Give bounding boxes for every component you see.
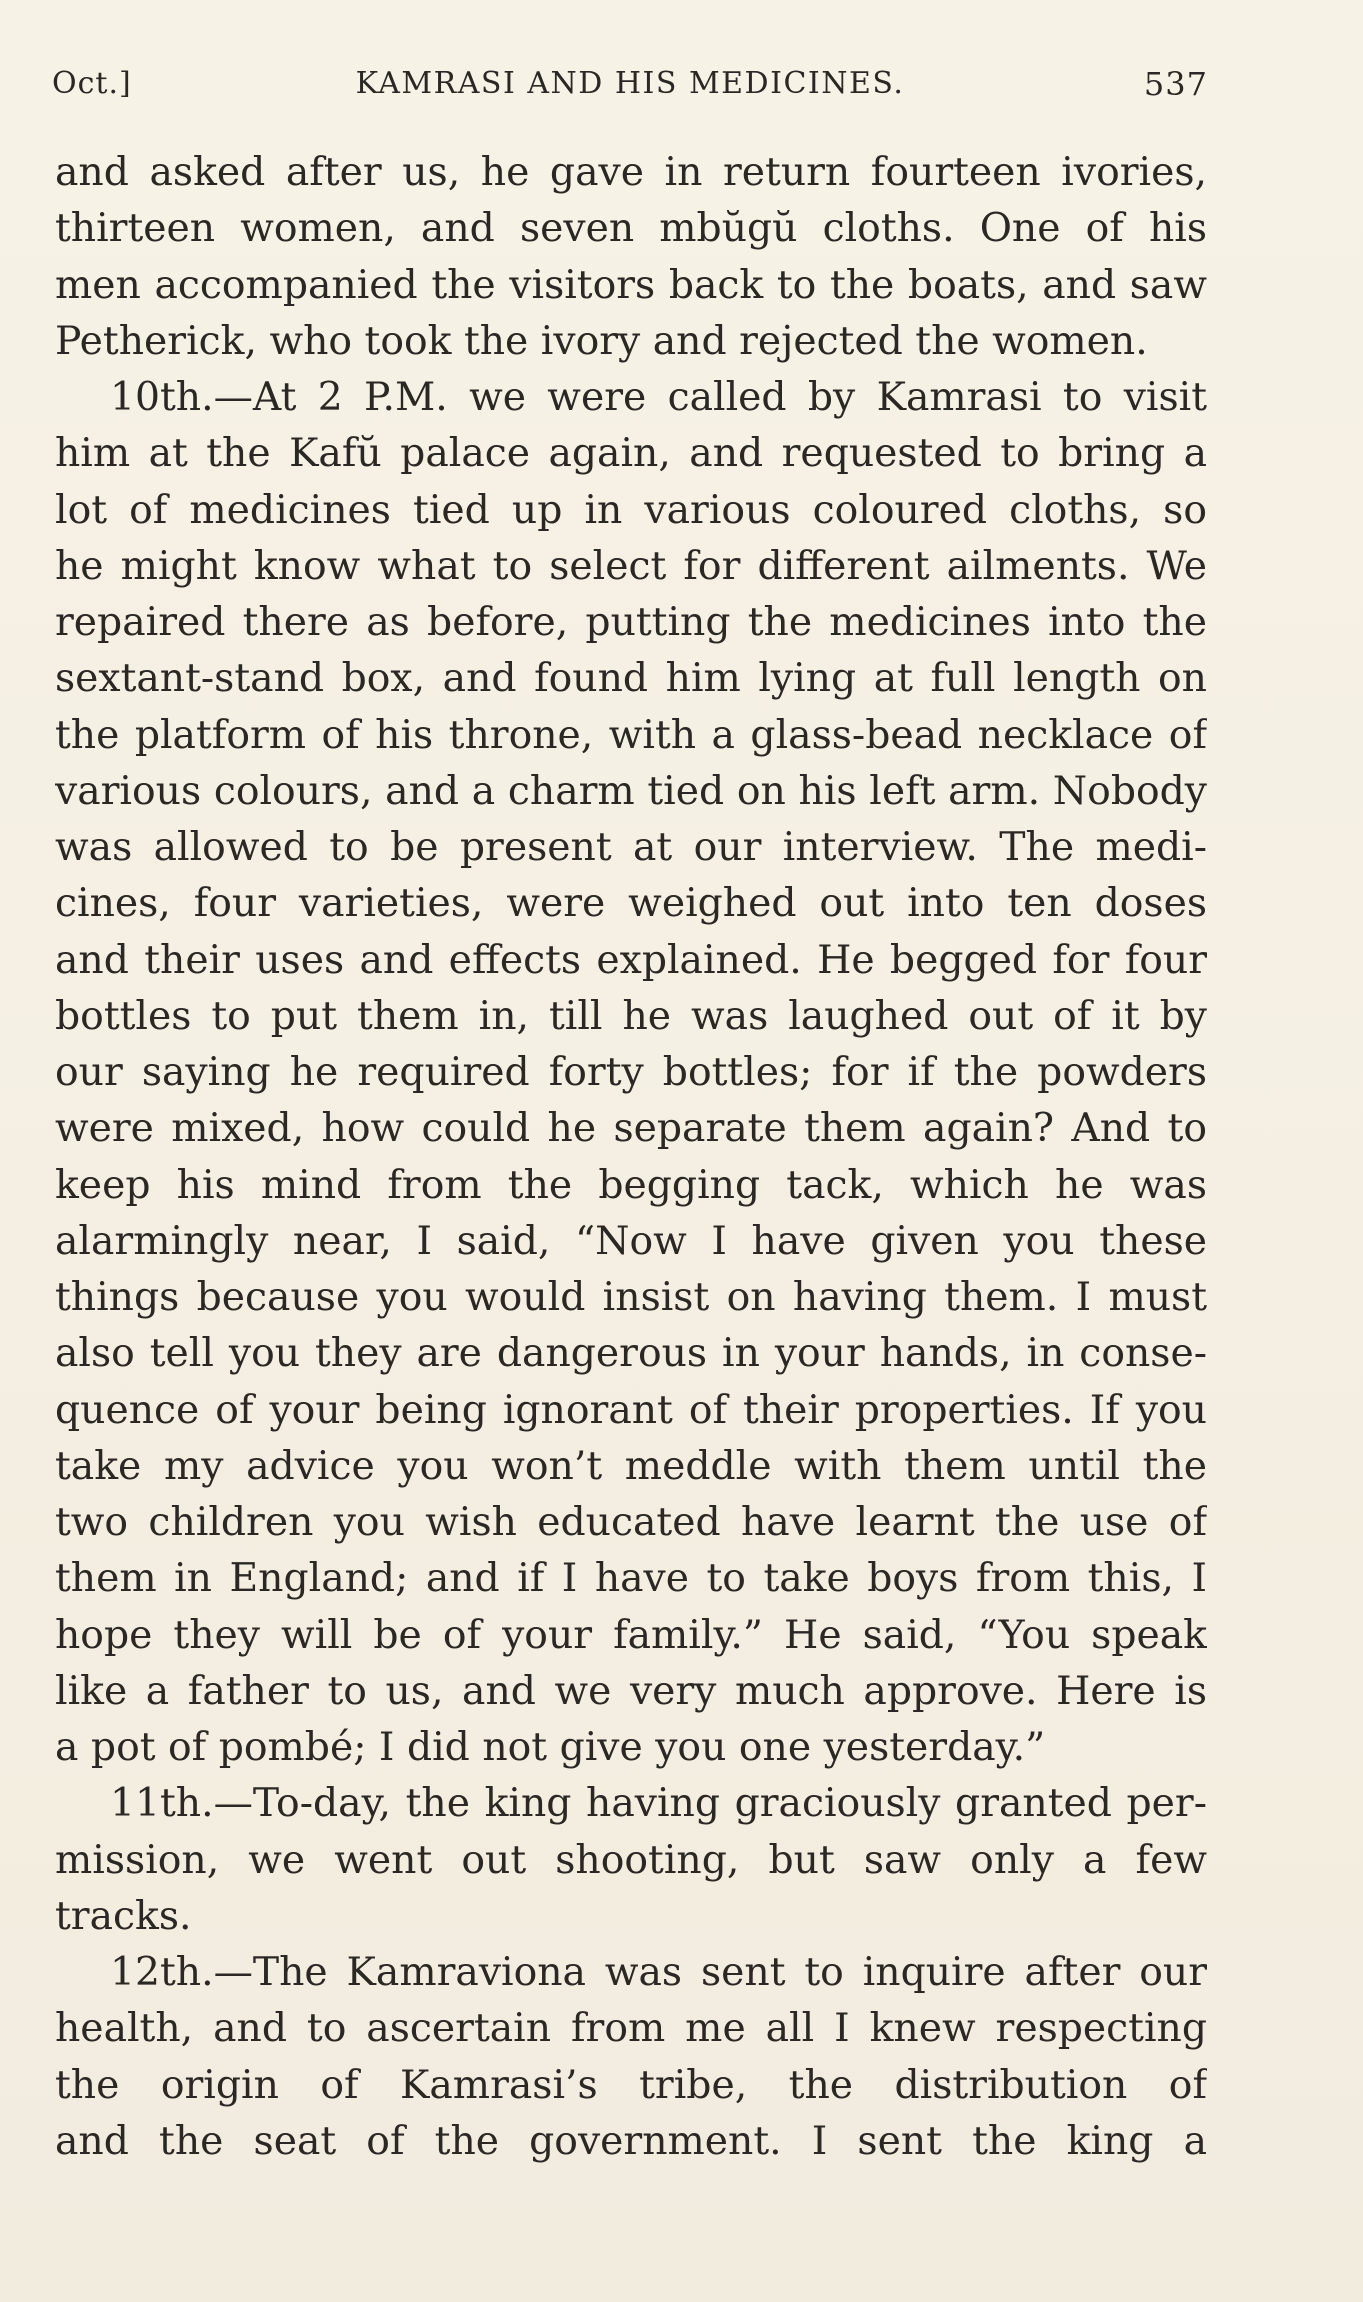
text-line: tracks. bbox=[55, 1893, 192, 1939]
running-head-title: KAMRASI AND HIS MEDICINES. bbox=[355, 66, 905, 101]
text-line: men accompanied the visitors back to the boats, and saw bbox=[55, 262, 1207, 308]
text-line: alarmingly near, I said, “Now I have given you these bbox=[55, 1218, 1207, 1264]
text-line: take my advice you won’t meddle with them until the bbox=[55, 1443, 1207, 1489]
text-line: 10th.—At 2 P.M. we were called by Kamrasi to visit bbox=[110, 375, 1207, 420]
text-line: 11th.—To-day, the king having graciously granted per- bbox=[110, 1781, 1207, 1827]
text-line: 12th.—The Kamraviona was sent to inquire after our bbox=[110, 1950, 1207, 1995]
text-line: cines, four varieties, were weighed out into ten doses bbox=[55, 881, 1207, 927]
text-line: hope they will be of your family.” He said, “You speak bbox=[55, 1612, 1207, 1658]
text-line: lot of medicines tied up in various coloured cloths, so bbox=[55, 487, 1207, 533]
text-line: and asked after us, he gave in return fourteen ivories, bbox=[55, 150, 1207, 195]
text-line: were mixed, how could he separate them again? And to bbox=[55, 1106, 1207, 1152]
text-line: and the seat of the government. I sent the king a bbox=[55, 2118, 1207, 2164]
text-line: various colours, and a charm tied on his left arm. Nobody bbox=[55, 768, 1207, 814]
text-line: sextant-stand box, and found him lying at full length on bbox=[55, 656, 1207, 702]
text-line: Petherick, who took the ivory and rejected the women. bbox=[55, 318, 1148, 364]
text-line: the platform of his throne, with a glass-bead necklace of bbox=[55, 712, 1207, 758]
text-line: them in England; and if I have to take boys from this, I bbox=[55, 1556, 1207, 1602]
body-text bbox=[55, 145, 1207, 2170]
text-line: two children you wish educated have learnt the use of bbox=[55, 1500, 1207, 1545]
text-line: mission, we went out shooting, but saw only a few bbox=[55, 1837, 1207, 1883]
text-line: like a father to us, and we very much approve. Here is bbox=[55, 1668, 1207, 1714]
text-line: repaired there as before, putting the medicines into the bbox=[55, 600, 1207, 645]
text-line: was allowed to be present at our interview. The medi- bbox=[55, 825, 1207, 870]
running-head-month: Oct.] bbox=[52, 66, 132, 101]
text-line: and their uses and effects explained. He begged for four bbox=[55, 937, 1207, 983]
text-line: quence of your being ignorant of their properties. If you bbox=[55, 1387, 1207, 1433]
text-line: health, and to ascertain from me all I knew respecting bbox=[55, 2006, 1207, 2052]
text-line: bottles to put them in, till he was laughed out of it by bbox=[55, 993, 1207, 1039]
running-head bbox=[52, 60, 1208, 108]
text-line: a pot of pombé; I did not give you one yesterday.” bbox=[55, 1725, 1046, 1770]
text-line: the origin of Kamrasi’s tribe, the distribution of bbox=[55, 2062, 1207, 2108]
text-line: thirteen women, and seven mbŭgŭ cloths. One of his bbox=[55, 206, 1207, 252]
text-line: also tell you they are dangerous in your hands, in conse- bbox=[55, 1331, 1207, 1377]
text-line: keep his mind from the begging tack, which he was bbox=[55, 1162, 1207, 1208]
text-line: he might know what to select for different ailments. We bbox=[55, 543, 1207, 589]
text-line: our saying he required forty bottles; for if the powders bbox=[55, 1050, 1207, 1095]
text-line: him at the Kafŭ palace again, and requested to bring a bbox=[55, 431, 1207, 477]
text-line: things because you would insist on having them. I must bbox=[55, 1275, 1207, 1320]
page-number: 537 bbox=[1143, 65, 1208, 103]
